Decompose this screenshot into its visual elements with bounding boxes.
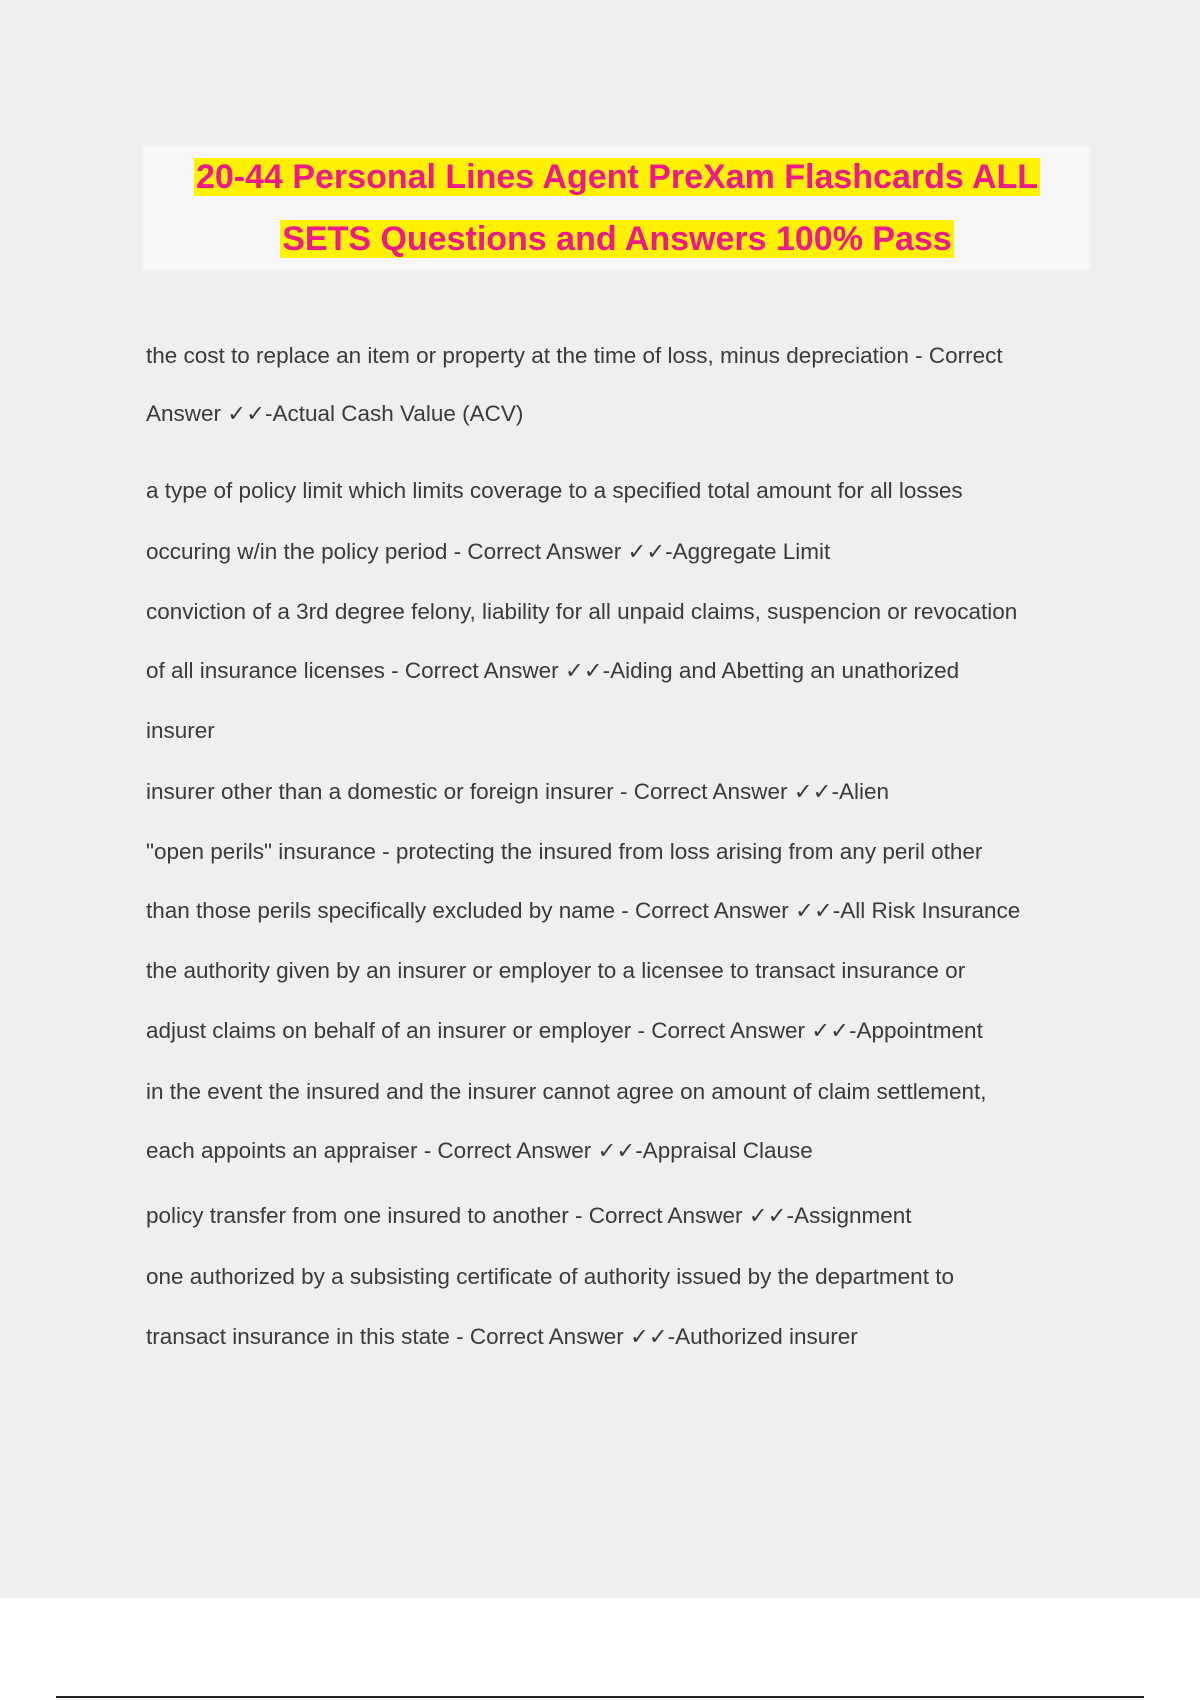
bottom-divider: [56, 1696, 1144, 1698]
text-line: of all insurance licenses - Correct Answer ✓✓-Aiding and Abetting an unathorized: [146, 658, 960, 683]
text-line: transact insurance in this state - Correct Answer ✓✓-Authorized insurer: [146, 1324, 858, 1349]
text-line: policy transfer from one insured to another - Correct Answer ✓✓-Assignment: [146, 1203, 912, 1228]
document-title: [143, 146, 1091, 270]
text-line: Answer ✓✓-Actual Cash Value (ACV): [146, 401, 524, 426]
text-line: each appoints an appraiser - Correct Answer ✓✓-Appraisal Clause: [146, 1138, 813, 1163]
text-line: a type of policy limit which limits coverage to a specified total amount for all losses: [146, 478, 963, 503]
text-line: conviction of a 3rd degree felony, liability for all unpaid claims, suspencion or revocation: [146, 599, 1018, 624]
text-line: insurer other than a domestic or foreign insurer - Correct Answer ✓✓-Alien: [146, 779, 890, 804]
text-line: insurer: [146, 718, 215, 743]
text-line: than those perils specifically excluded by name - Correct Answer ✓✓-All Risk Insurance: [146, 898, 1021, 923]
text-line: occuring w/in the policy period - Correct Answer ✓✓-Aggregate Limit: [146, 539, 831, 564]
text-line: one authorized by a subsisting certificate of authority issued by the department to: [146, 1264, 954, 1289]
text-line: adjust claims on behalf of an insurer or employer - Correct Answer ✓✓-Appointment: [146, 1018, 983, 1043]
title-line-2: SETS Questions and Answers 100% Pass: [282, 220, 952, 258]
text-line: the authority given by an insurer or employer to a licensee to transact insurance or: [146, 958, 966, 983]
text-line: the cost to replace an item or property at the time of loss, minus depreciation - Correct: [146, 343, 1003, 368]
text-line: "open perils" insurance - protecting the insured from loss arising from any peril other: [146, 839, 983, 864]
title-box: [143, 146, 1091, 270]
text-line: in the event the insured and the insurer cannot agree on amount of claim settlement,: [146, 1079, 987, 1104]
title-line-1: 20-44 Personal Lines Agent PreXam Flashcards ALL: [195, 158, 1039, 196]
